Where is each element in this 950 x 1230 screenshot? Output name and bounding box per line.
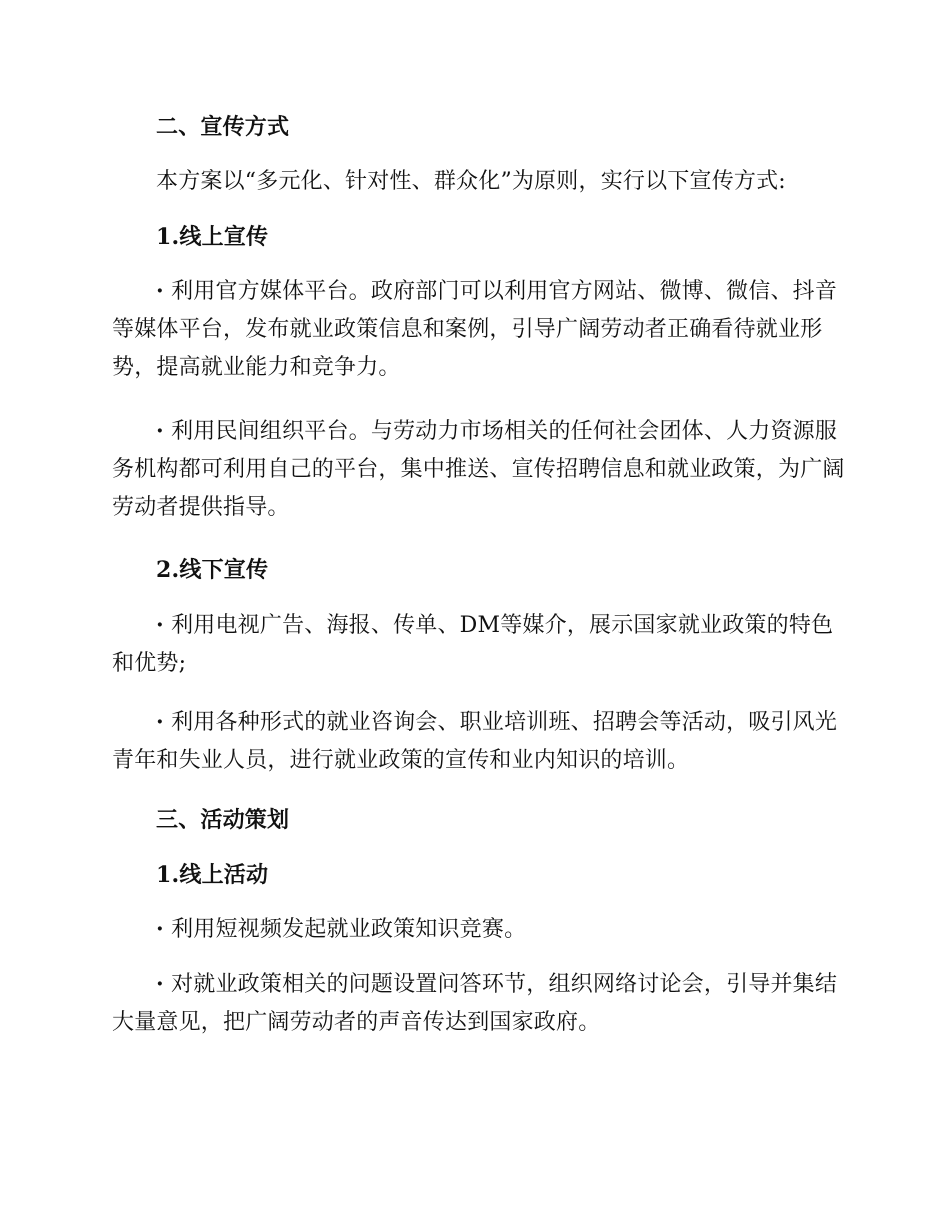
- section-heading: 二、宣传方式: [156, 114, 290, 140]
- subsection-heading: 2.线下宣传: [156, 557, 269, 583]
- bullet-paragraph: [112, 272, 847, 387]
- bullet-marker: ·: [156, 709, 164, 735]
- intro-paragraph: 本方案以“多元化、针对性、群众化”为原则，实行以下宣传方式:: [156, 169, 786, 194]
- bullet-marker: ·: [156, 971, 164, 997]
- bullet-paragraph: [112, 412, 847, 527]
- bullet-marker: ·: [156, 418, 164, 444]
- bullet-text: 利用电视广告、海报、传单、DM等媒介，展示国家就业政策的特色和优势;: [112, 613, 834, 676]
- bullet-text: 对就业政策相关的问题设置问答环节，组织网络讨论会，引导并集结大量意见，把广阔劳动者的声音传达到国家政府。: [112, 972, 838, 1035]
- bullet-marker: ·: [156, 278, 164, 304]
- bullet-marker: ·: [156, 916, 164, 942]
- subsection-heading: 1.线上活动: [156, 862, 269, 888]
- bullet-paragraph: [112, 606, 847, 683]
- bullet-marker: ·: [156, 612, 164, 638]
- bullet-paragraph: [112, 703, 847, 780]
- bullet-paragraph: [112, 965, 847, 1042]
- bullet-text: 利用官方媒体平台。政府部门可以利用官方网站、微博、微信、抖音等媒体平台，发布就业政策信息和案例，引导广阔劳动者正确看待就业形势，提高就业能力和竞争力。: [112, 279, 838, 380]
- bullet-text: 利用短视频发起就业政策知识竞赛。: [171, 917, 527, 942]
- bullet-paragraph: [112, 910, 847, 949]
- bullet-text: 利用民间组织平台。与劳动力市场相关的任何社会团体、人力资源服务机构都可利用自己的平台，集中推送、宣传招聘信息和就业政策，为广阔劳动者提供指导。: [112, 419, 845, 520]
- section-heading: 三、活动策划: [156, 807, 290, 833]
- subsection-heading: 1.线上宣传: [156, 224, 269, 250]
- bullet-text: 利用各种形式的就业咨询会、职业培训班、招聘会等活动，吸引风光青年和失业人员，进行就业政策的宣传和业内知识的培训。: [112, 710, 838, 773]
